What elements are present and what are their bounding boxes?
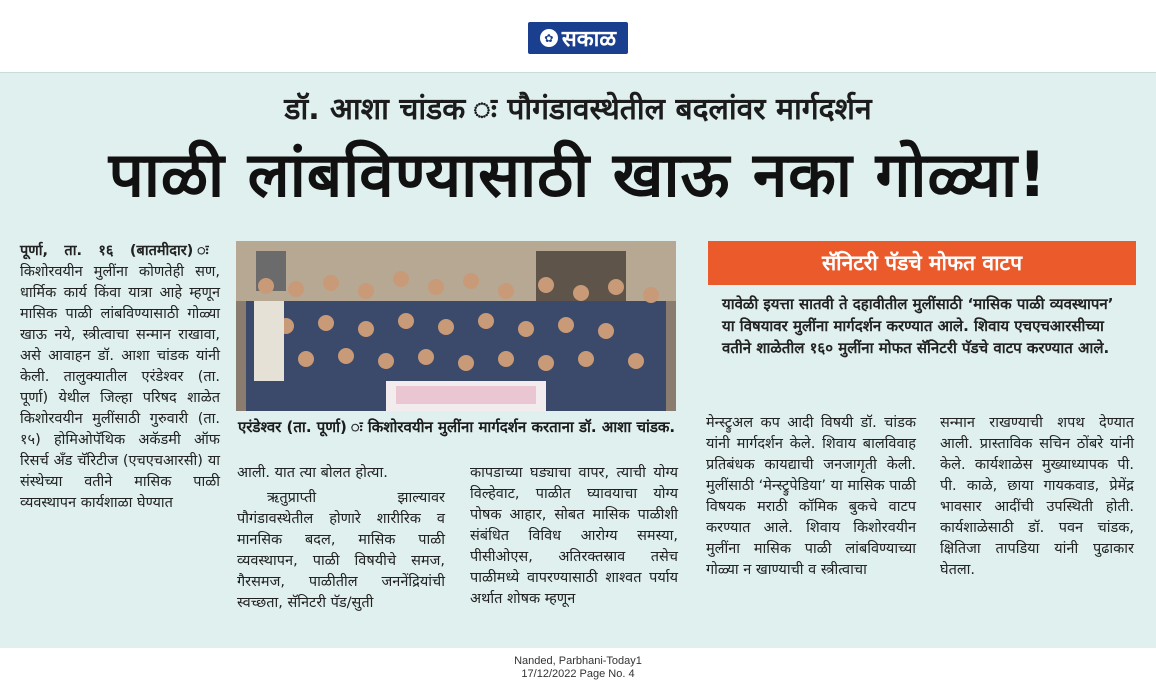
sidebar-box-title: सॅनिटरी पॅडचे मोफत वाटप: [708, 241, 1136, 285]
group-photo-image: [236, 241, 676, 411]
article-column-3: [470, 463, 678, 614]
article-headline: पाळी लांबविण्यासाठी खाऊ नका गोळ्या!: [108, 138, 1048, 211]
logo-seal-icon: ✿: [540, 29, 558, 47]
article-column-2: [237, 463, 445, 618]
column-4-text: मेन्स्ट्रुअल कप आदी विषयी डॉ. चांडक यांनी मार्गदर्शन केले. शिवाय बालविवाह प्रतिबंधक कायद्याची जनजागृती केली. मुलींसाठी ‘मेन्स्ट्रुपेडिया’ या मासिक पाळी विषयक मराठी कॉमिक बुकचे वाटप करण्यात आले. शिवाय किशोरवयीन मुलींना मासिक पाळी लांबविण्याच्या गोळ्या न खाण्याची व स्त्रीत्वाचा: [706, 415, 916, 578]
photo-caption: एरंडेश्वर (ता. पूर्णा) ः किशोरवयीन मुलींना मार्गदर्शन करताना डॉ. आशा चांडक.: [238, 418, 676, 436]
newspaper-logo: [528, 22, 628, 54]
sidebar-box-text: यावेळी इयत्ता सातवी ते दहावीतील मुलींसाठी ‘मासिक पाळी व्यवस्थापन’ या विषयावर मुलींना मार्गदर्शन करण्यात आले. शिवाय एचएचआरसीच्या वतीने शाळेतील १६० मुलींना मोफत सॅनिटरी पॅडचे वाटप करण्यात आले.: [722, 295, 1114, 357]
page-footer: [0, 655, 1156, 681]
column-3-text: कापडाच्या घड्याचा वापर, त्याची योग्य विल्हेवाट, पाळीत घ्यावयाचा योग्य पोषक आहार, सोबत मासिक पाळीशी संबंधित विविध आरोग्य समस्या, पीसीओएस, अतिरक्तस्राव तसेच पाळीमध्ये वापरण्यासाठी शाश्वत पर्याय अर्थात शोषक म्हणून: [470, 465, 678, 607]
article-column-5: [940, 413, 1134, 585]
article-column-1: [20, 241, 220, 518]
column-2-paragraph-1: आली. यात त्या बोलत होत्या.: [237, 465, 388, 481]
logo-text: सकाळ: [561, 27, 617, 52]
footer-date-page: 17/12/2022 Page No. 4: [521, 668, 635, 680]
footer-edition: Nanded, Parbhani-Today1: [514, 655, 642, 667]
column-1-text: किशोरवयीन मुलींना कोणतेही सण, धार्मिक कार्य किंवा यात्रा आहे म्हणून मासिक पाळी लांबविण्यासाठी गोळ्या खाऊ नये, स्त्रीत्वाचा सन्मान राखावा, असे आवाहन डॉ. आशा चांडक यांनी केली. तालुक्यातील एरंडेश्वर (ता. पूर्णा) येथील जिल्हा परिषद शाळेत किशोरवयीन मुलींसाठी गुरुवारी (ता. १५) होमिओपॅथिक अकॅडमी ऑफ रिसर्च अँड चॅरिटीज (एचएचआरसी) या संस्थेच्या वतीने मासिक पाळी व्यवस्थापन कार्यशाळा घेण्यात: [20, 264, 220, 511]
column-2-paragraph-2: ऋतुप्राप्ती झाल्यावर पौगंडावस्थेतील होणारे शारीरिक व मानसिक बदल, मासिक पाळी व्यवस्थापन, पाळी विषयीचे समज, गैरसमज, पाळीतील जननेंद्रियांची स्वच्छता, सॅनिटरी पॅड/सुती: [237, 490, 445, 611]
article-kicker: डॉ. आशा चांडक ः पौगंडावस्थेतील बदलांवर मार्गदर्शन: [284, 92, 872, 127]
column-5-text: सन्मान राखण्याची शपथ देण्यात आली. प्रास्ताविक सचिन ठोंबरे यांनी केले. कार्यशाळेस मुख्याध्यापक पी. पी. काळे, छाया गायकवाड, प्रेमेंद्र भावसार आदींची उपस्थिती होती. कार्यशाळेसाठी डॉ. पवन चांडक, क्षितिजा तापडिया यांनी पुढाकार घेतला.: [940, 415, 1134, 578]
article-clipping: [0, 72, 1156, 648]
article-column-4: [706, 413, 916, 585]
article-dateline: पूर्णा, ता. १६ (बातमीदार) ः: [20, 243, 220, 259]
article-photo: [236, 241, 676, 411]
